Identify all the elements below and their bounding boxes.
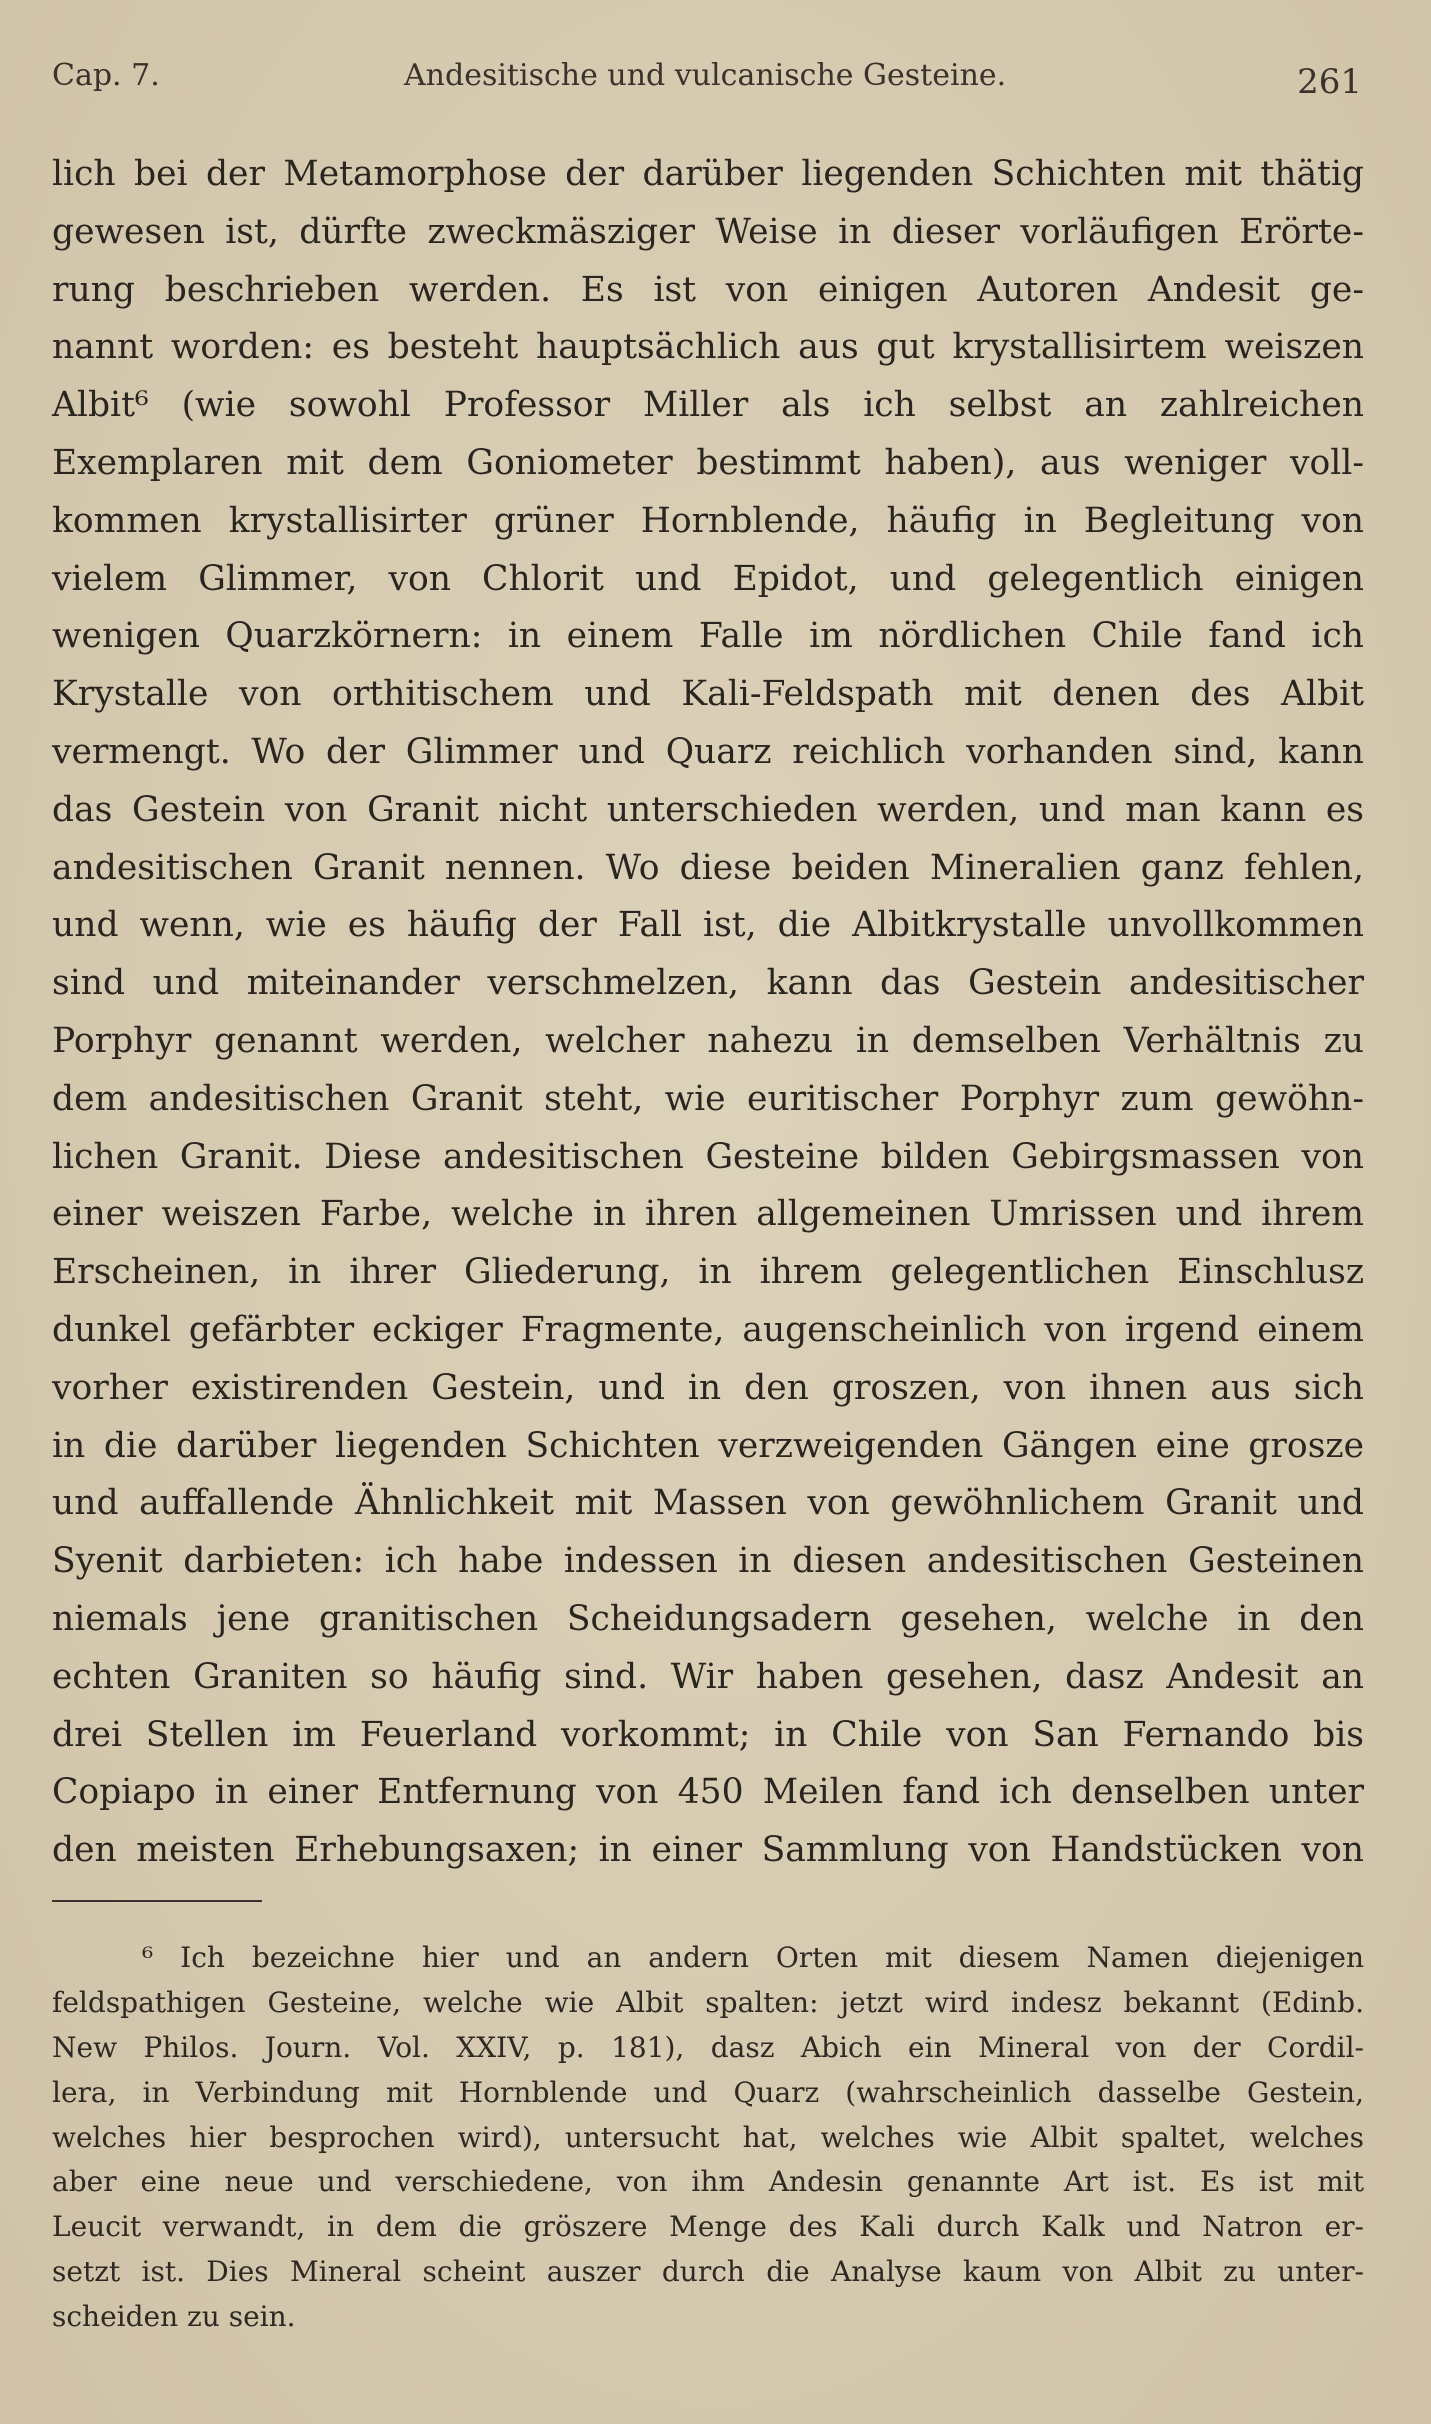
text-line: nannt worden: es besteht hauptsächlich aus gut krystallisirtem weiszen — [52, 327, 1364, 368]
text-line: echten Graniten so häufig sind. Wir haben gesehen, dasz Andesit an — [52, 1656, 1364, 1697]
footnote-line: feldspathigen Gesteine, welche wie Albit spalten: jetzt wird indesz bekannt (Edinb. — [52, 1985, 1364, 2019]
footnote-line: welches hier besprochen wird), untersucht hat, welches wie Albit spaltet, welches — [52, 2120, 1364, 2154]
text-line: wenigen Quarzkörnern: in einem Falle im nördlichen Chile fand ich — [52, 616, 1364, 657]
footnote-line: setzt ist. Dies Mineral scheint auszer durch die Analyse kaum von Albit zu unter- — [52, 2255, 1364, 2289]
footnote-line: Leucit verwandt, in dem die gröszere Menge des Kali durch Kalk und Natron er- — [52, 2210, 1364, 2244]
footnote-line: ⁶ Ich bezeichne hier und an andern Orten mit diesem Namen diejenigen — [142, 1941, 1364, 1974]
text-line: Krystalle von orthitischem und Kali-Feldspath mit denen des Albit — [52, 674, 1364, 715]
text-line: Syenit darbieten: ich habe indessen in diesen andesitischen Gesteinen — [52, 1541, 1364, 1582]
text-line: Albit⁶ (wie sowohl Professor Miller als ich selbst an zahlreichen — [52, 385, 1364, 426]
text-line: dunkel gefärbter eckiger Fragmente, augenscheinlich von irgend einem — [52, 1309, 1364, 1350]
text-line: Erscheinen, in ihrer Gliederung, in ihrem gelegentlichen Einschlusz — [52, 1252, 1364, 1293]
chapter-label: Cap. 7. — [52, 58, 160, 93]
footnote-line: scheiden zu sein. — [52, 2300, 296, 2334]
text-line: in die darüber liegenden Schichten verzweigenden Gängen eine grosze — [52, 1425, 1364, 1466]
text-line: einer weiszen Farbe, welche in ihren allgemeinen Umrissen und ihrem — [52, 1194, 1364, 1235]
text-line: sind und miteinander verschmelzen, kann das Gestein andesitischer — [52, 963, 1364, 1004]
text-line: vielem Glimmer, von Chlorit und Epidot, und gelegentlich einigen — [52, 558, 1364, 599]
text-line: dem andesitischen Granit steht, wie euritischer Porphyr zum gewöhn- — [52, 1078, 1364, 1119]
text-line: gewesen ist, dürfte zweckmäsziger Weise in dieser vorläufigen Erörte- — [52, 211, 1364, 252]
footnote-divider — [52, 1900, 262, 1902]
text-line: rung beschrieben werden. Es ist von einigen Autoren Andesit ge- — [52, 269, 1364, 310]
text-line: andesitischen Granit nennen. Wo diese beiden Mineralien ganz fehlen, — [52, 847, 1364, 888]
body-text — [52, 146, 1364, 1880]
text-line: das Gestein von Granit nicht unterschieden werden, und man kann es — [52, 789, 1364, 830]
text-line: lichen Granit. Diese andesitischen Gesteine bilden Gebirgsmassen von — [52, 1136, 1364, 1177]
running-title: Andesitische und vulcanische Gesteine. — [404, 58, 1007, 93]
footnote — [52, 1936, 1364, 2340]
footnote-line: aber eine neue und verschiedene, von ihm Andesin genannte Art ist. Es ist mit — [52, 2165, 1364, 2199]
text-line: Copiapo in einer Entfernung von 450 Meilen fand ich denselben unter — [52, 1772, 1364, 1813]
footnote-line: New Philos. Journ. Vol. XXIV, p. 181), dasz Abich ein Mineral von der Cordil- — [52, 2030, 1364, 2064]
text-line: lich bei der Metamorphose der darüber liegenden Schichten mit thätig — [52, 154, 1364, 194]
running-header — [52, 58, 1362, 108]
text-line: kommen krystallisirter grüner Hornblende, häufig in Begleitung von — [52, 500, 1364, 541]
text-line: niemals jene granitischen Scheidungsadern gesehen, welche in den — [52, 1598, 1364, 1639]
text-line: Porphyr genannt werden, welcher nahezu in demselben Verhältnis zu — [52, 1020, 1364, 1061]
text-line: vorher existirenden Gestein, und in den groszen, von ihnen aus sich — [52, 1367, 1364, 1408]
text-line: vermengt. Wo der Glimmer und Quarz reichlich vorhanden sind, kann — [52, 731, 1364, 772]
text-line: und auffallende Ähnlichkeit mit Massen von gewöhnlichem Granit und — [52, 1483, 1364, 1524]
footnote-line: lera, in Verbindung mit Hornblende und Quarz (wahrscheinlich dasselbe Gestein, — [52, 2075, 1364, 2109]
text-line: den meisten Erhebungsaxen; in einer Sammlung von Handstücken von — [52, 1830, 1364, 1871]
text-line: Exemplaren mit dem Goniometer bestimmt haben), aus weniger voll- — [52, 442, 1364, 483]
text-line: drei Stellen im Feuerland vorkommt; in Chile von San Fernando bis — [52, 1714, 1364, 1755]
text-line: und wenn, wie es häufig der Fall ist, die Albitkrystalle unvollkommen — [52, 905, 1364, 946]
page-number: 261 — [1297, 62, 1362, 102]
